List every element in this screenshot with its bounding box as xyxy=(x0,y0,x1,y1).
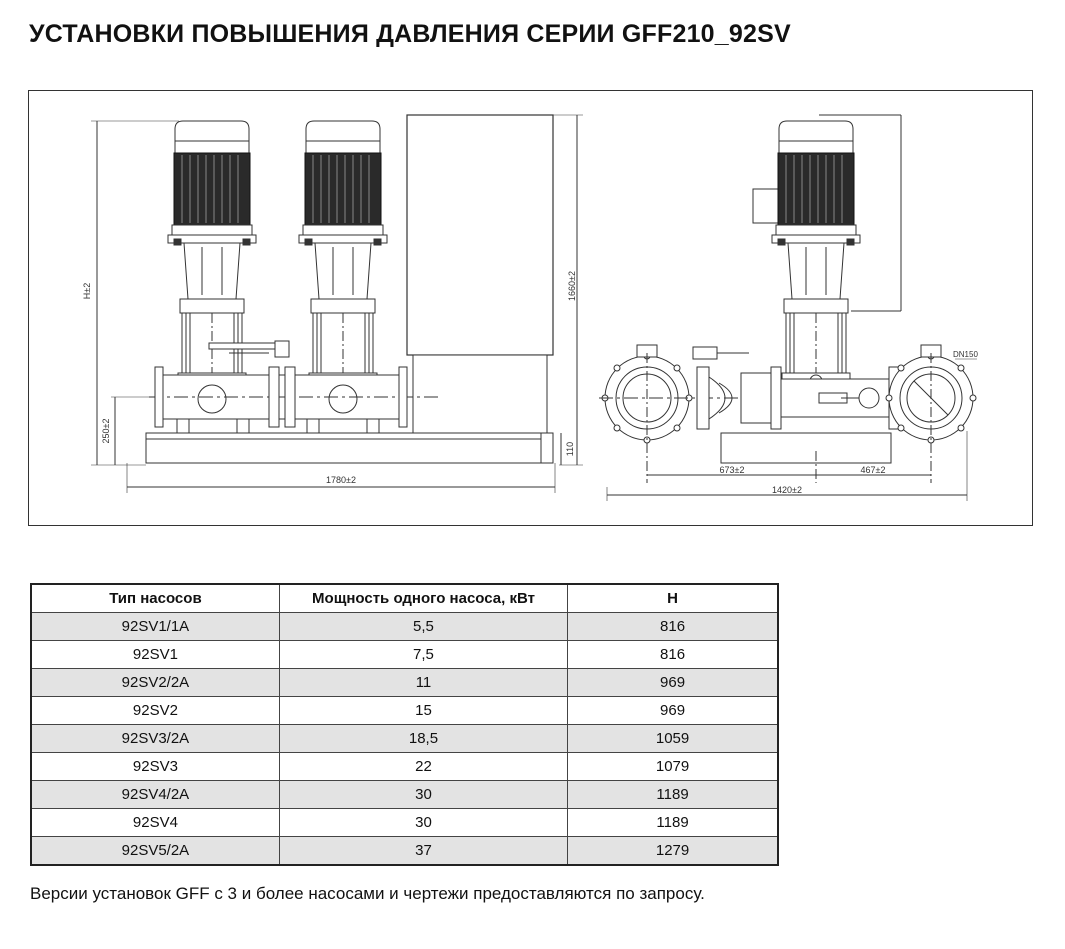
cell-power: 22 xyxy=(279,753,567,781)
dim-250-label: 250±2 xyxy=(101,418,111,444)
cell-pump-type: 92SV1/1A xyxy=(31,613,279,641)
header-pump-type: Тип насосов xyxy=(31,584,279,613)
cell-h: 1059 xyxy=(568,725,778,753)
cell-h: 969 xyxy=(568,697,778,725)
cell-pump-type: 92SV5/2A xyxy=(31,837,279,866)
cell-power: 37 xyxy=(279,837,567,866)
cell-h: 816 xyxy=(568,641,778,669)
table-row xyxy=(31,837,778,866)
footnote: Версии установок GFF с 3 и более насосами и чертежи предоставляются по запросу. xyxy=(30,884,705,903)
cell-power: 5,5 xyxy=(279,613,567,641)
cell-h: 1189 xyxy=(568,781,778,809)
table-row xyxy=(31,669,778,697)
table-row xyxy=(31,781,778,809)
cell-pump-type: 92SV2 xyxy=(31,697,279,725)
dim-673-label: 673±2 xyxy=(719,465,745,475)
cell-pump-type: 92SV3/2A xyxy=(31,725,279,753)
dim-1780-label: 1780±2 xyxy=(326,475,356,485)
dn150-label: DN150 xyxy=(953,350,978,359)
cell-power: 18,5 xyxy=(279,725,567,753)
cell-power: 11 xyxy=(279,669,567,697)
cell-power: 30 xyxy=(279,781,567,809)
table-row xyxy=(31,753,778,781)
header-h: H xyxy=(568,584,778,613)
page-title: УСТАНОВКИ ПОВЫШЕНИЯ ДАВЛЕНИЯ СЕРИИ GFF210_92SV xyxy=(29,20,791,48)
cell-h: 969 xyxy=(568,669,778,697)
dim-1420-label: 1420±2 xyxy=(772,485,802,495)
table-row xyxy=(31,613,778,641)
dim-467-label: 467±2 xyxy=(860,465,886,475)
cell-power: 30 xyxy=(279,809,567,837)
drawing-svg xyxy=(29,91,1034,527)
table-row xyxy=(31,641,778,669)
technical-drawing xyxy=(28,90,1033,526)
dim-110-label: 110 xyxy=(565,441,575,457)
cell-pump-type: 92SV4/2A xyxy=(31,781,279,809)
table-header-row xyxy=(31,584,778,613)
table-row xyxy=(31,725,778,753)
table-row xyxy=(31,697,778,725)
cell-pump-type: 92SV3 xyxy=(31,753,279,781)
dim-1660-label: 1660±2 xyxy=(567,271,577,301)
header-power: Мощность одного насоса, кВт xyxy=(279,584,567,613)
dim-height-label: H±2 xyxy=(82,282,92,300)
cell-pump-type: 92SV2/2A xyxy=(31,669,279,697)
cell-power: 7,5 xyxy=(279,641,567,669)
cell-h: 1189 xyxy=(568,809,778,837)
pump-spec-table xyxy=(30,583,779,866)
cell-pump-type: 92SV1 xyxy=(31,641,279,669)
cell-pump-type: 92SV4 xyxy=(31,809,279,837)
cell-h: 816 xyxy=(568,613,778,641)
table-row xyxy=(31,809,778,837)
cell-h: 1079 xyxy=(568,753,778,781)
cell-power: 15 xyxy=(279,697,567,725)
cell-h: 1279 xyxy=(568,837,778,866)
